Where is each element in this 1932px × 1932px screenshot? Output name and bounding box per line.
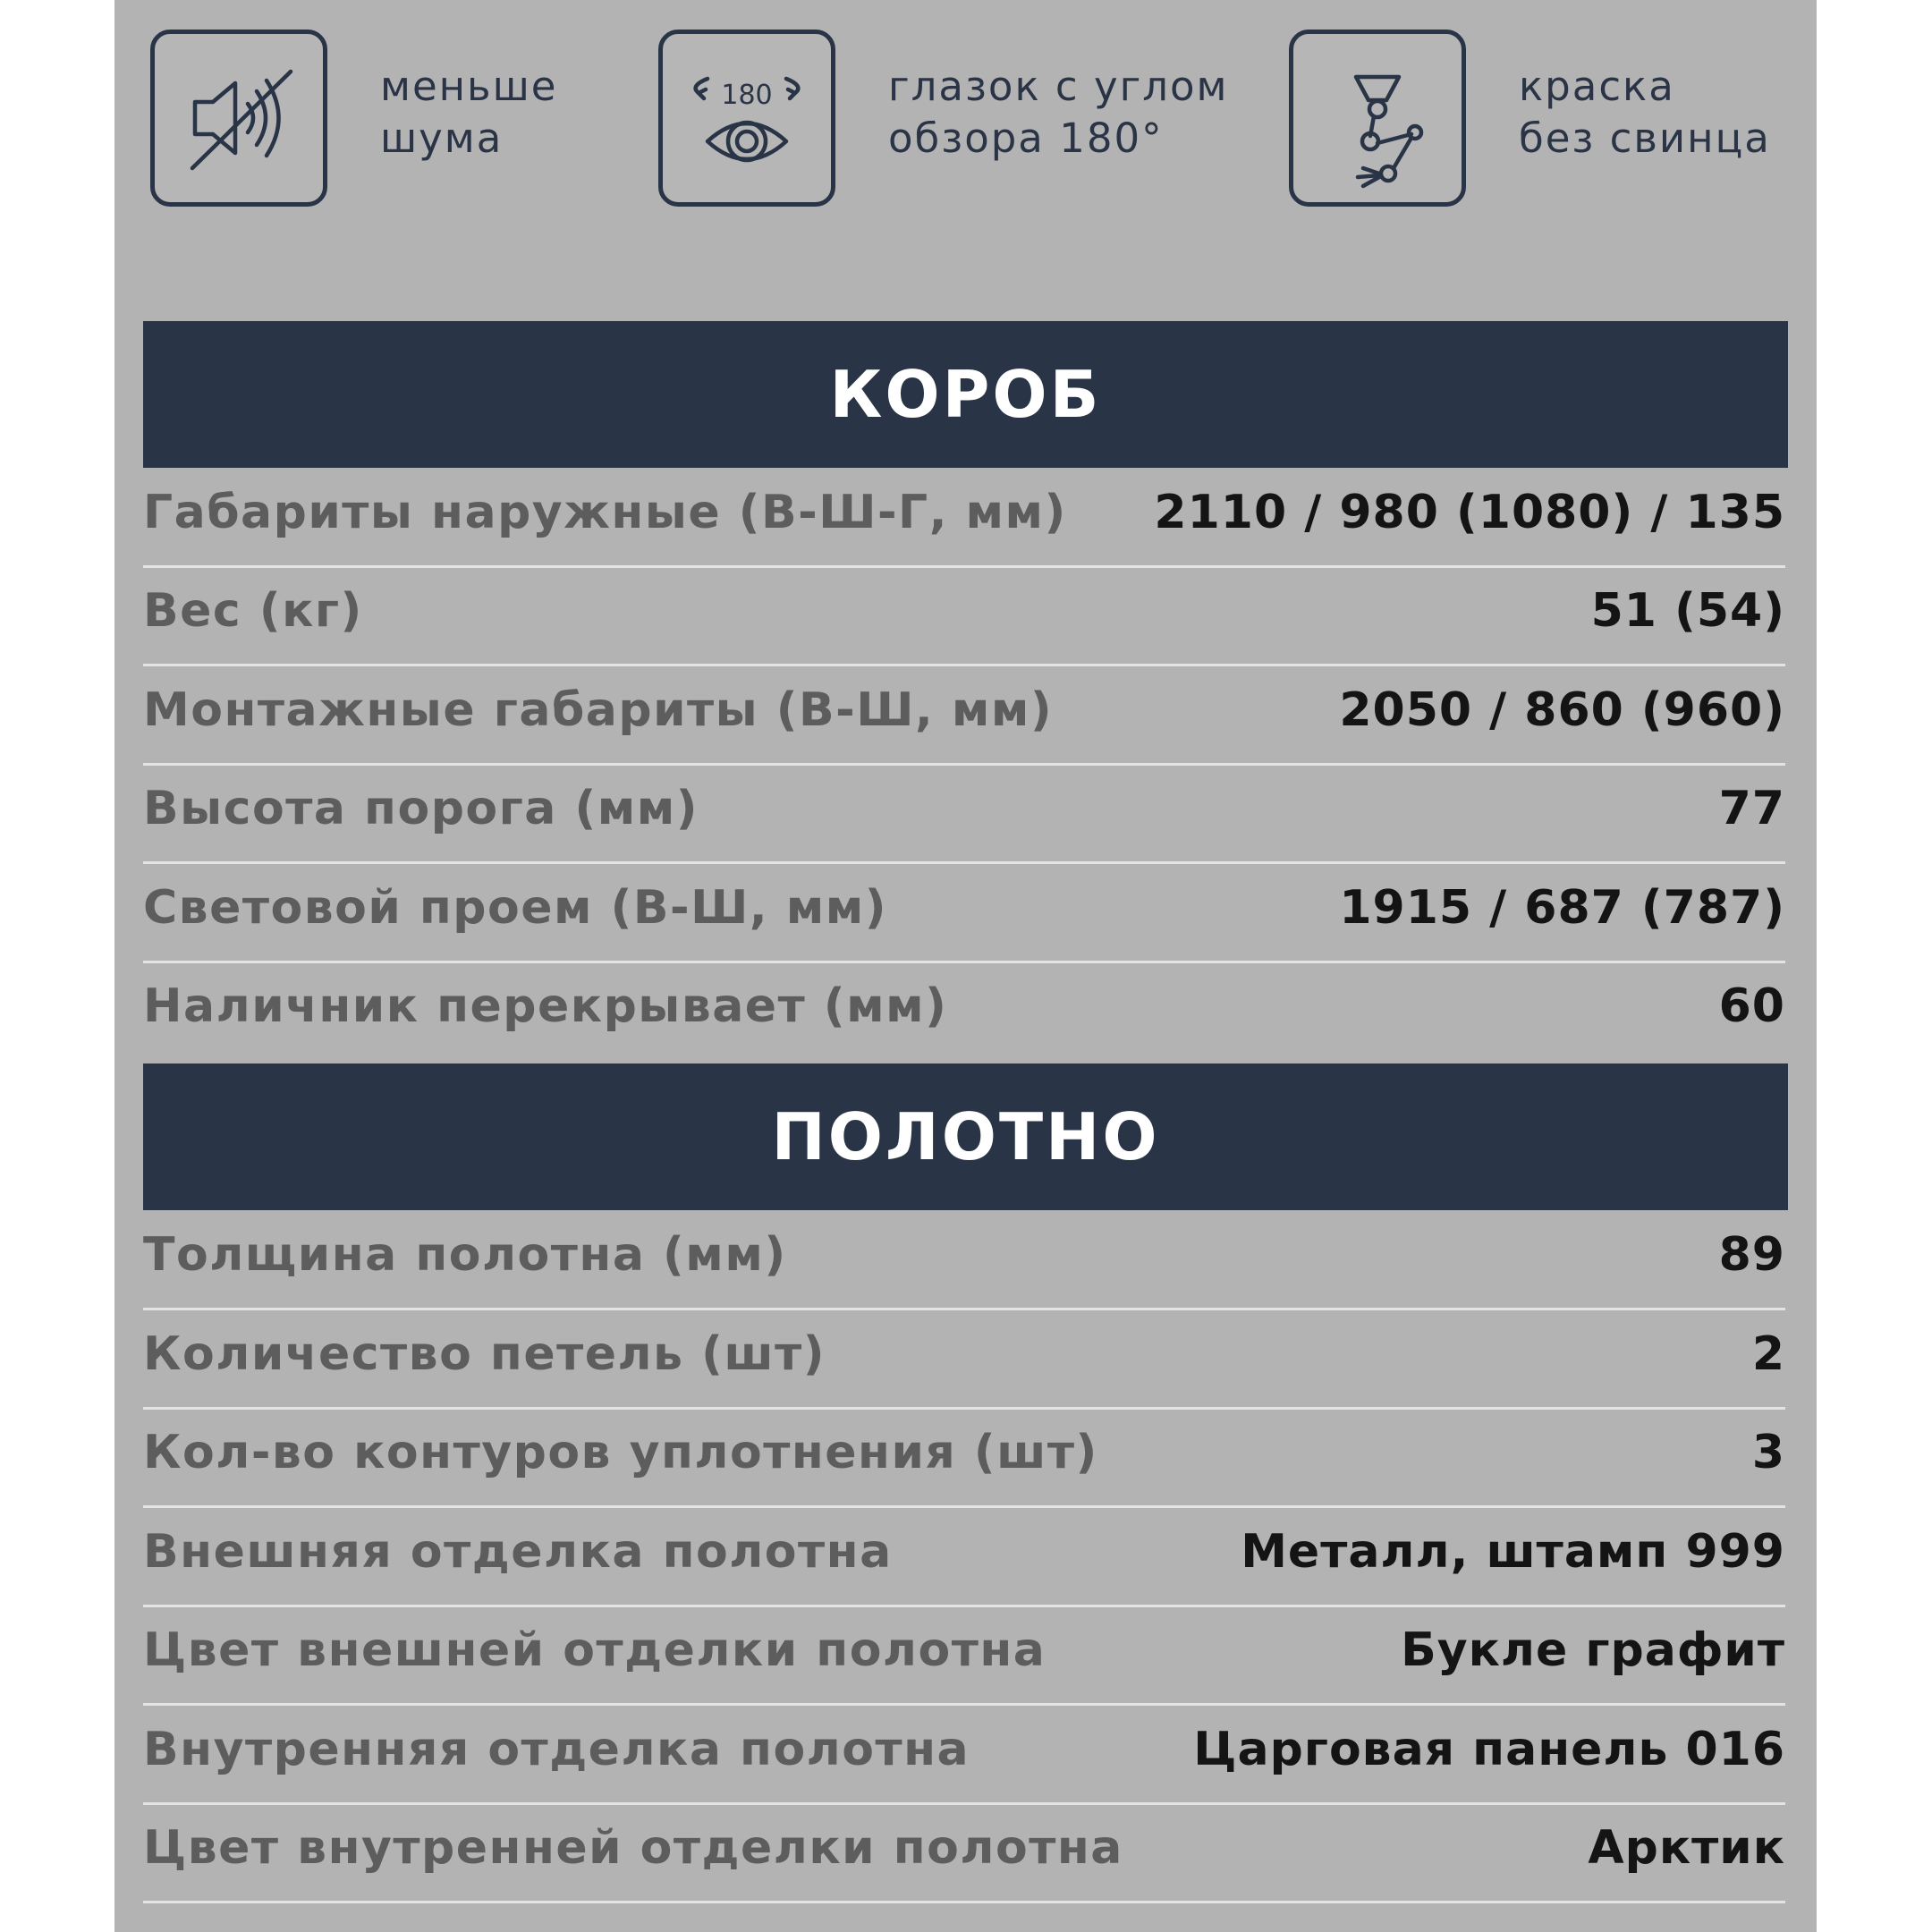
feature-text-peephole bbox=[888, 61, 1229, 165]
spec-row bbox=[143, 1707, 1785, 1805]
feature-less-noise bbox=[150, 30, 597, 213]
feature-text-less-noise bbox=[380, 61, 557, 165]
spec-value: 77 bbox=[1718, 782, 1785, 835]
spec-row bbox=[143, 470, 1785, 568]
spec-value: 1915 / 687 (787) bbox=[1339, 881, 1785, 935]
spec-label: Наличник перекрывает (мм) bbox=[143, 979, 948, 1033]
spec-row bbox=[143, 1212, 1785, 1310]
spec-label: Цвет внутренней отделки полотна bbox=[143, 1821, 1123, 1875]
spec-row bbox=[143, 1805, 1785, 1903]
spec-value: 51 (54) bbox=[1590, 584, 1785, 638]
spec-value: Царговая панель 016 bbox=[1193, 1723, 1785, 1776]
spec-value: Арктик bbox=[1588, 1821, 1785, 1875]
spray-paint-robot-icon bbox=[1289, 30, 1466, 207]
feature-lead-free-paint bbox=[1289, 30, 1790, 213]
spec-row bbox=[143, 865, 1785, 963]
spec-row bbox=[143, 667, 1785, 766]
spec-value: 2050 / 860 (960) bbox=[1339, 683, 1785, 737]
spec-row bbox=[143, 568, 1785, 666]
spec-row bbox=[143, 1410, 1785, 1508]
spec-value: 2 bbox=[1751, 1327, 1785, 1381]
spec-row bbox=[143, 963, 1785, 1062]
spec-label: Кол-во контуров уплотнения (шт) bbox=[143, 1426, 1098, 1479]
spec-label: Внешняя отделка полотна bbox=[143, 1525, 893, 1579]
spec-label: Габариты наружные (В-Ш-Г, мм) bbox=[143, 486, 1067, 539]
feature-line: без свинца bbox=[1519, 114, 1771, 162]
feature-line: шума bbox=[380, 114, 504, 162]
spec-label: Высота порога (мм) bbox=[143, 782, 699, 835]
spec-sheet-panel bbox=[114, 0, 1817, 1932]
spec-row bbox=[143, 766, 1785, 864]
spec-label: Световой проем (В-Ш, мм) bbox=[143, 881, 887, 935]
spec-row bbox=[143, 1607, 1785, 1706]
spec-value: 89 bbox=[1718, 1228, 1785, 1282]
spec-label: Цвет внешней отделки полотна bbox=[143, 1623, 1046, 1677]
spec-label: Внутренняя отделка полотна bbox=[143, 1723, 970, 1776]
spec-row bbox=[143, 1311, 1785, 1410]
feature-text-lead-free bbox=[1519, 61, 1771, 165]
spec-value: Металл, штамп 999 bbox=[1241, 1525, 1785, 1579]
section-header-frame: КОРОБ bbox=[143, 321, 1788, 468]
peephole-180-icon-text: 180 bbox=[721, 80, 773, 111]
section-header-door-leaf: ПОЛОТНО bbox=[143, 1063, 1788, 1210]
peephole-180-icon bbox=[658, 30, 835, 207]
feature-line: глазок с углом bbox=[888, 63, 1229, 110]
spec-value: 3 bbox=[1751, 1426, 1785, 1479]
spec-label: Монтажные габариты (В-Ш, мм) bbox=[143, 683, 1054, 737]
spec-label: Толщина полотна (мм) bbox=[143, 1228, 787, 1282]
spec-label: Количество петель (шт) bbox=[143, 1327, 826, 1381]
mute-sound-icon bbox=[150, 30, 327, 207]
spec-row bbox=[143, 1509, 1785, 1607]
feature-line: меньше bbox=[380, 63, 558, 110]
feature-peephole-180 bbox=[658, 30, 1284, 213]
spec-value: 60 bbox=[1718, 979, 1785, 1033]
spec-value: Букле графит bbox=[1401, 1623, 1785, 1677]
spec-value: 2110 / 980 (1080) / 135 bbox=[1154, 486, 1785, 539]
feature-line: обзора 180° bbox=[888, 114, 1164, 162]
spec-label: Вес (кг) bbox=[143, 584, 363, 638]
feature-line: краска bbox=[1519, 63, 1675, 110]
